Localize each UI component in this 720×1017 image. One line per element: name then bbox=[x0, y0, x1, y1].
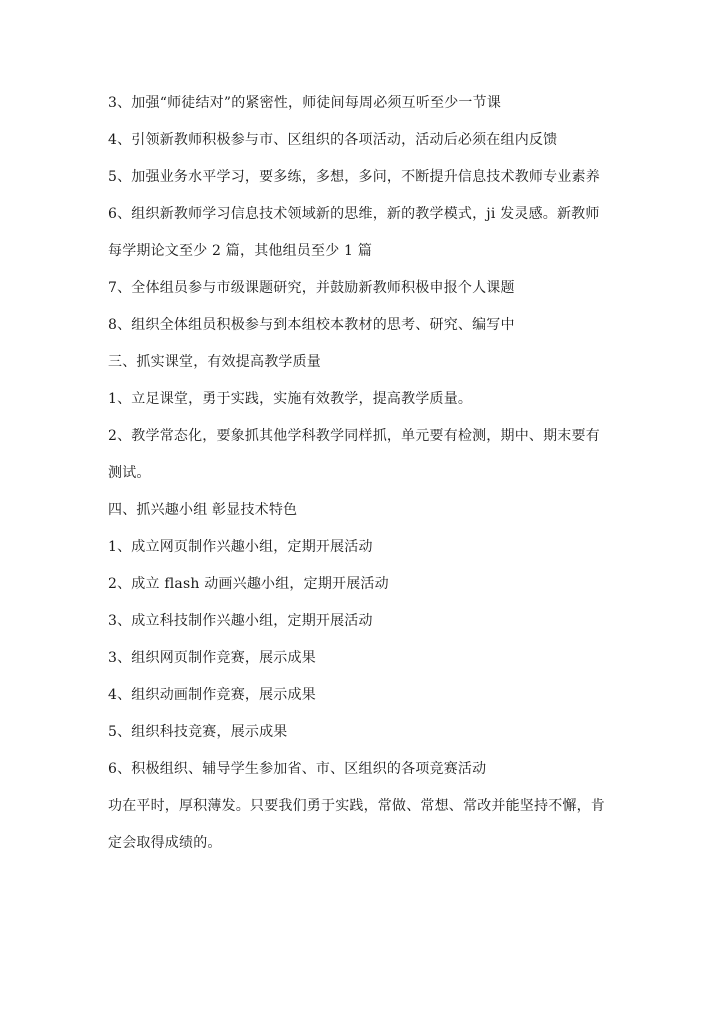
text-line-1: 3、加强“师徒结对”的紧密性，师徒间每周必须互听至少一节课 bbox=[108, 95, 502, 111]
text-line-21: 定会取得成绩的。 bbox=[108, 835, 222, 851]
text-line-10: 2、教学常态化，要象抓其他学科教学同样抓，单元要有检测，期中、期末要有 bbox=[108, 428, 600, 444]
text-line-17: 4、组织动画制作竞赛，展示成果 bbox=[108, 687, 316, 703]
text-line-15: 3、成立科技制作兴趣小组，定期开展活动 bbox=[108, 613, 373, 629]
text-line-7: 8、组织全体组员积极参与到本组校本教材的思考、研究、编写中 bbox=[108, 317, 515, 333]
section-heading-4: 四、抓兴趣小组 彰显技术特色 bbox=[108, 502, 298, 518]
text-line-13: 1、成立网页制作兴趣小组，定期开展活动 bbox=[108, 539, 373, 555]
text-line-14: 2、成立 flash 动画兴趣小组，定期开展活动 bbox=[108, 576, 389, 592]
text-line-2: 4、引领新教师积极参与市、区组织的各项活动，活动后必须在组内反馈 bbox=[108, 132, 558, 148]
text-line-11: 测试。 bbox=[108, 465, 151, 481]
text-line-20: 功在平时，厚积薄发。只要我们勇于实践，常做、常想、常改并能坚持不懈，肯 bbox=[108, 798, 605, 814]
text-line-3: 5、加强业务水平学习，要多练，多想，多问，不断提升信息技术教师专业素养 bbox=[108, 169, 600, 185]
text-line-9: 1、立足课堂，勇于实践，实施有效教学，提高教学质量。 bbox=[108, 391, 473, 407]
text-line-18: 5、组织科技竞赛，展示成果 bbox=[108, 724, 288, 740]
text-line-4: 6、组织新教师学习信息技术领域新的思维，新的教学模式，ji 发灵感。新教师 bbox=[108, 206, 600, 222]
text-line-5: 每学期论文至少 2 篇，其他组员至少 1 篇 bbox=[108, 243, 373, 259]
text-line-6: 7、全体组员参与市级课题研究，并鼓励新教师积极申报个人课题 bbox=[108, 280, 515, 296]
text-line-19: 6、积极组织、辅导学生参加省、市、区组织的各项竞赛活动 bbox=[108, 761, 487, 777]
text-line-16: 3、组织网页制作竞赛，展示成果 bbox=[108, 650, 316, 666]
document-page bbox=[108, 94, 618, 871]
section-heading-3: 三、抓实课堂，有效提高教学质量 bbox=[108, 354, 321, 370]
